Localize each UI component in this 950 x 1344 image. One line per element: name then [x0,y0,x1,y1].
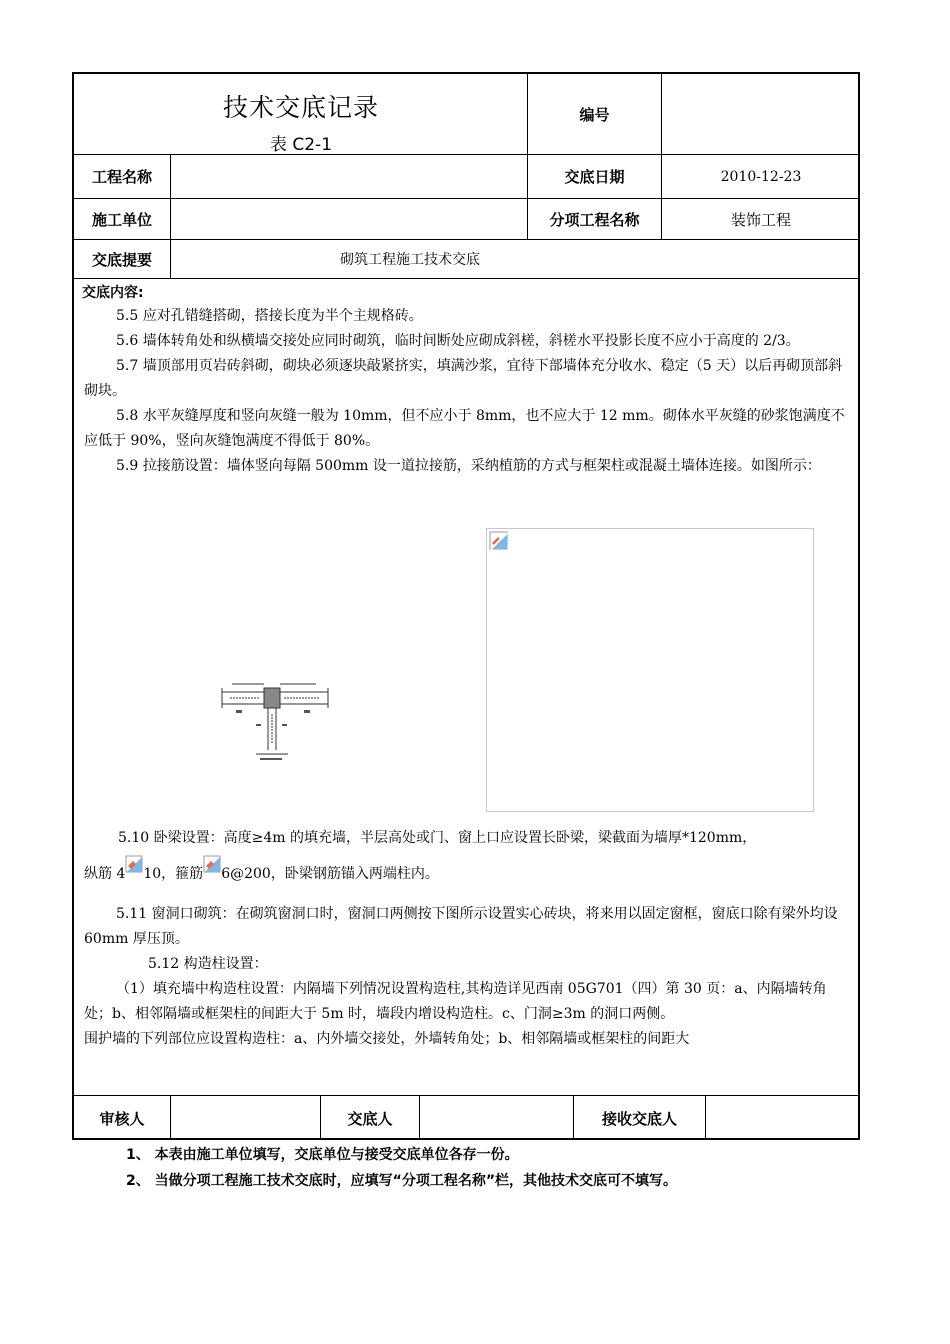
receiver-value [706,1096,860,1140]
summary-value: 砌筑工程施工技术交底 [340,252,480,268]
page-title: 技术交底记录 [222,93,379,122]
record-form [72,72,860,1140]
paragraph: 5.7 墙顶部用页岩砖斜砌，砌块必须逐块敲紧挤实，填满沙浆，宜待下部墙体充分收水、稳定（5 天）以后再砌顶部斜砌块。 [84,358,843,399]
rebar-symbol-icon [125,855,143,877]
paragraph-fragment: 6@200，卧梁钢筋锚入两端柱内。 [221,866,439,882]
paragraph: 围护墙的下列部位应设置构造柱：a、内外墙交接处，外墙转角处；b、相邻隔墙或框架柱的间距大 [84,1031,690,1047]
reviewer-value [171,1096,320,1140]
paragraph: 5.9 拉接筋设置：墙体竖向每隔 500mm 设一道拉接筋，采纳植筋的方式与框架柱或混凝土墙体连接。如图所示： [116,458,821,474]
reviewer-label: 审核人 [99,1109,145,1128]
paragraph: 5.6 墙体转角处和纵横墙交接处应同时砌筑，临时间断处应砌成斜槎，斜槎水平投影长度不应小于高度的 2/3。 [116,333,800,349]
paragraph: （1）填充墙中构造柱设置：内隔墙下列情况设置构造柱,其构造详见西南 05G701（四）第 30 页：a、内隔墙转角处；b、相邻隔墙或框架柱的间距大于 5m 时，墙段内增设构造柱。c、门洞≥3m 的洞口两侧。 [84,981,827,1022]
paragraph: 5.5 应对孔错缝搭砌，搭接长度为半个主规格砖。 [116,308,423,324]
rebar-symbol-icon [203,855,221,877]
discloser-label: 交底人 [347,1109,393,1128]
tie-bar-detail-drawing [216,674,336,764]
summary-label: 交底提要 [91,250,152,269]
broken-image-icon [489,531,509,551]
subproject-label: 分项工程名称 [549,210,640,229]
number-label: 编号 [579,105,610,124]
paragraph: 5.8 水平灰缝厚度和竖向灰缝一般为 10mm，但不应小于 8mm，也不应大于 12 mm。砌体水平灰缝的砂浆饱满度不应低于 90%，竖向灰缝饱满度不得低于 80%。 [84,408,845,449]
paragraph: 5.12 构造柱设置： [148,956,268,972]
date-value: 2010-12-23 [720,168,802,185]
paragraph: 5.11 窗洞口砌筑：在砌筑窗洞口时，窗洞口两侧按下图所示设置实心砖块，将来用以固定窗框，窗底口除有梁外均设 60mm 厚压顶。 [84,906,838,947]
prefix-text: 纵筋 4 [84,866,126,882]
paragraph: 5.10 卧梁设置：高度≥4m 的填充墙，半层高处或门、窗上口应设置长卧梁，梁截面为墙厚*120mm， [118,830,757,846]
footnote-1: 1、 本表由施工单位填写，交底单位与接受交底单位各存一份。 [126,1147,519,1163]
date-label: 交底日期 [564,168,625,186]
contractor-value [171,199,527,239]
contractor-label: 施工单位 [91,210,152,229]
footnote-2: 2、 当做分项工程施工技术交底时，应填写“分项工程名称”栏，其他技术交底可不填写。 [126,1173,678,1189]
discloser-value [420,1096,573,1140]
receiver-label: 接收交底人 [601,1109,677,1128]
content-label: 交底内容: [82,285,144,301]
figure-frame [486,528,814,812]
subproject-value: 装饰工程 [730,210,791,229]
rebar-line-2 [84,853,439,883]
number-value [662,74,860,154]
divider [74,278,860,279]
paragraph-fragment: 10，箍筋 [143,866,204,882]
content-body [84,304,852,479]
form-code: 表 C2-1 [269,135,333,155]
content-body-2 [84,826,852,851]
project-name-label: 工程名称 [91,168,152,186]
project-name-value [171,155,527,198]
content-body-3 [84,902,852,1052]
